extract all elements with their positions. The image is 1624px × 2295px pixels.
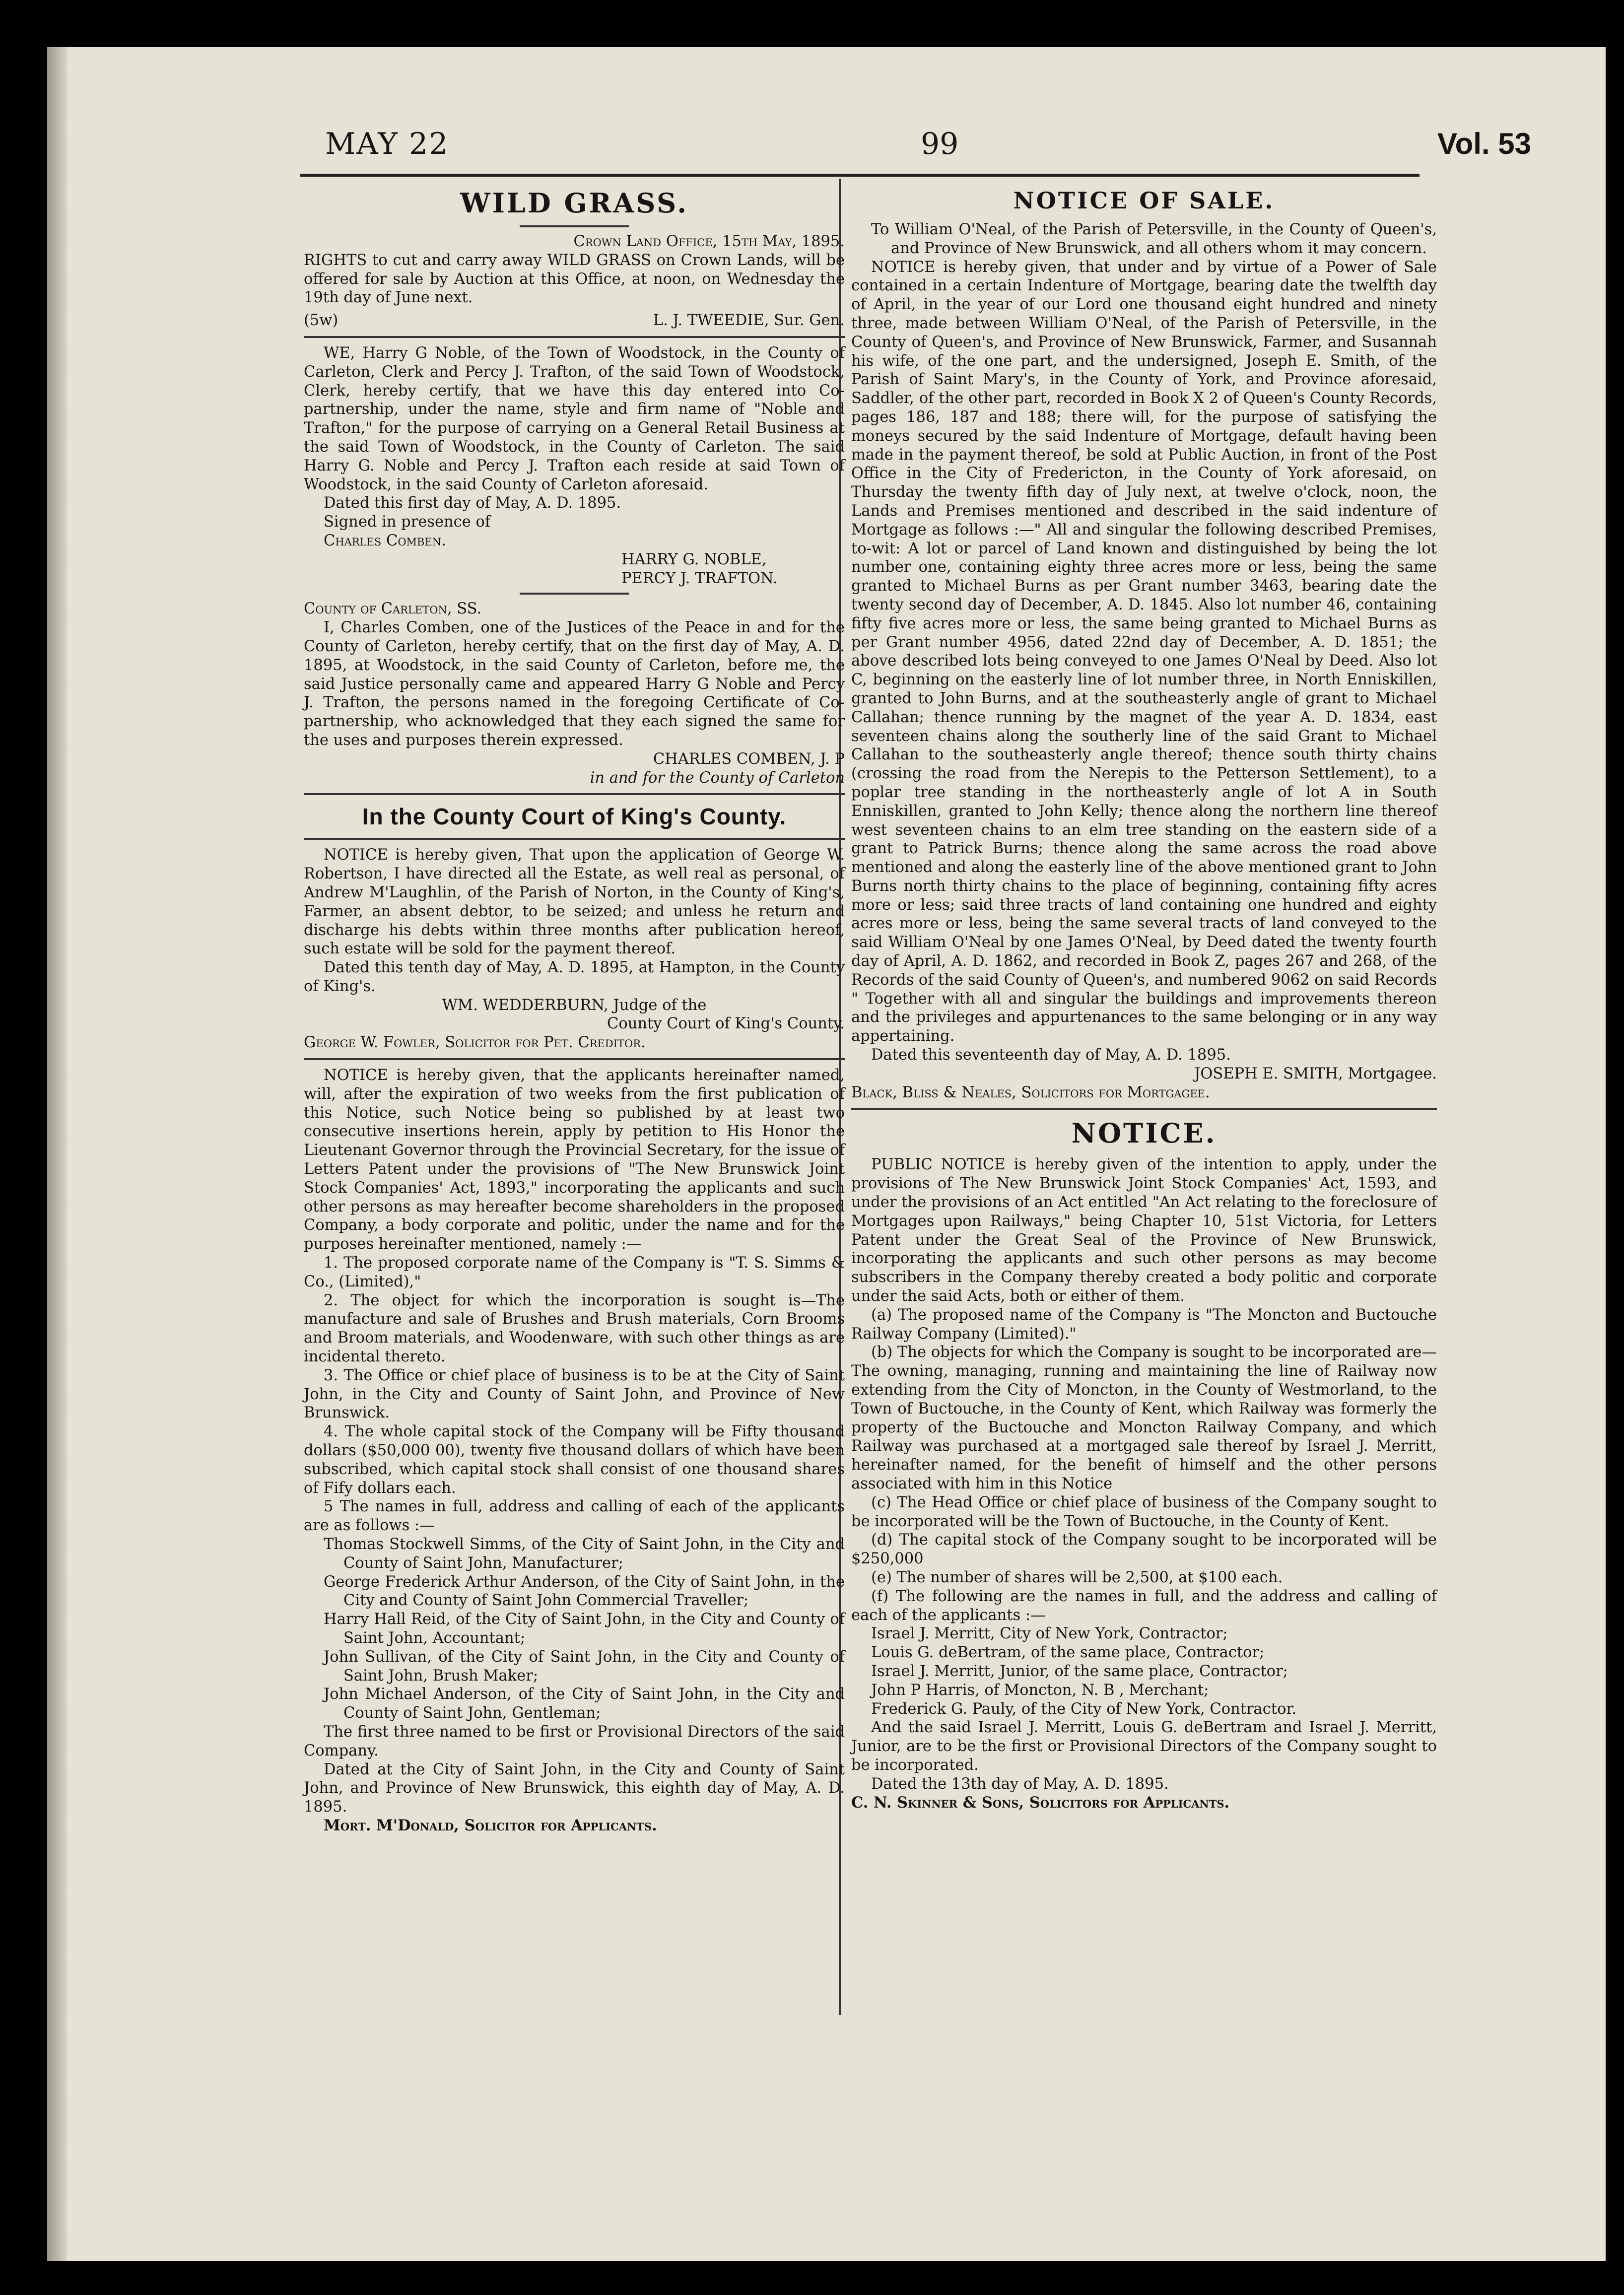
county-heading: County of Carleton, SS. [304,600,482,618]
justice-signature: CHARLES COMBEN, J. P [653,750,845,768]
copartnership-dated: Dated this first day of May, A. D. 1895. [324,494,621,512]
moncton-applicant: Frederick G. Pauly, of the City of New York, Contractor. [871,1700,1297,1718]
sale-dated: Dated this seventeenth day of May, A. D. 1895. [871,1046,1231,1064]
binding-edge [47,47,67,2261]
witness-name: Charles Comben. [324,532,446,549]
volume-number: Vol. 53 [1437,127,1531,160]
wild-grass-notice [304,186,845,330]
simms-item: 5 The names in full, address and calling of each of the applicants are as follows :— [304,1498,845,1535]
justice-certificate: I, Charles Comben, one of the Justices of the Peace in and for the County of Carleton, hereby certify, that on the first day of May, A. D. 1895, at Woodstock, in the said County of Carleton, before me, the said Justice personally came and appeared Harry G Noble and Percy J. Trafton, the persons named in the foregoing Certificate of Co-partnership, who acknowledged that they each signed the same for the uses and purposes therein expressed. [304,619,845,749]
wild-grass-sign-row [304,311,845,330]
moncton-directors: And the said Israel J. Merritt, Louis G. deBertram and Israel J. Merritt, Junior, are to be the first or Provisional Directors of the Company sought to be incorporated. [851,1719,1437,1774]
header-rule [300,174,1420,177]
issue-date: MAY 22 [325,127,449,161]
section-rule [304,336,845,338]
simms-directors: The first three named to be first or Provisional Directors of the said Company. [304,1723,845,1759]
left-column [304,184,845,1835]
short-rule [520,593,629,595]
simms-applicant: John Michael Anderson, of the City of Saint John, in the City and County of Saint John, Gentleman; [324,1686,845,1722]
simms-item: 4. The whole capital stock of the Company will be Fifty thousand dollars ($50,000 00), twenty five thousand dollars of which have been subscribed, which capital stock shall consist of one thousand shares of Fify dollars each. [304,1423,845,1497]
page-header [275,127,1531,176]
simms-item: 3. The Office or chief place of business is to be at the City of Saint John, in the City and County of Saint John, and Province of New Brunswick. [304,1366,845,1422]
wild-grass-dateline: Crown Land Office, 15th May, 1895. [573,233,845,250]
signed-in-presence: Signed in presence of [324,513,491,531]
mortgagee-solicitors: Black, Bliss & Neales, Solicitors for Mortgagee. [851,1083,1210,1101]
wild-grass-body: RIGHTS to cut and carry away WILD GRASS on Crown Lands, will be offered for sale by Auction at this Office, at noon, on Wednesday the 19th day of June next. [304,251,845,307]
simms-applicant: John Sullivan, of the City of Saint John, in the City and County of Saint John, Brush Maker; [324,1648,845,1685]
copartnership-body: WE, Harry G Noble, of the Town of Woodstock, in the County of Carleton, Clerk and Percy J. Trafton, of the said Town of Woodstock, Clerk, hereby certify, that we have this day entered into Co-partnership, under the name, style and firm name of "Noble and Trafton," for the purpose of carrying on a General Retail Business at the said Town of Woodstock, in the County of Carleton. The said Harry G. Noble and Percy J. Trafton each reside at said Town of Woodstock, in the said County of Carleton aforesaid. [304,344,845,493]
section-rule [304,1058,845,1060]
wild-grass-signature: L. J. TWEEDIE, Sur. Gen. [653,312,845,330]
simms-dated: Dated at the City of Saint John, in the City and County of Saint John, and Province of New Brunswick, this eighth day of May, A. D. 1895. [304,1760,845,1816]
judge-signature: WM. WEDDERBURN, Judge of the [442,996,707,1014]
page-number: 99 [921,127,959,161]
county-court-notice [304,801,845,1052]
section-rule [304,793,845,795]
sale-title: NOTICE OF SALE. [1013,187,1275,214]
justice-title: in and for the County of Carleton [590,769,845,787]
simms-solicitor: Mort. M'Donald, Solicitor for Applicants. [324,1816,657,1834]
simms-applicant: Harry Hall Reid, of the City of Saint John, in the City and County of Saint John, Accountant; [324,1611,845,1647]
moncton-railway-notice [851,1116,1437,1812]
moncton-item: (a) The proposed name of the Company is "The Moncton and Buctouche Railway Company (Limited)." [851,1306,1437,1343]
moncton-title: NOTICE. [1071,1117,1217,1149]
moncton-applicant: Louis G. deBertram, of the same place, Contractor; [871,1644,1265,1662]
county-court-title: In the County Court of King's County. [362,804,787,830]
insertion-code: (5w) [304,312,338,330]
moncton-item: (b) The objects for which the Company is sought to be incorporated are—The owning, managing, running and maintaining the line of Railway now extending from the City of Moncton, in the County of Westmorland, to the Town of Buctouche, in the County of Kent, which Railway was formerly the property of the Buctouche and Moncton Railway Company, and which Railway was purchased at a mortgaged sale thereof by Israel J. Merritt, hereinafter named, for the benefit of himself and the other persons associated with him in this Notice [851,1344,1437,1492]
moncton-solicitors: C. N. Skinner & Sons, Solicitors for Applicants. [851,1793,1230,1812]
copartnership-notice [304,344,845,787]
sale-address: To William O'Neal, of the Parish of Petersville, in the County of Queen's, and Province of New Brunswick, and all others whom it may concern. [871,221,1437,257]
county-court-dated: Dated this tenth day of May, A. D. 1895, at Hampton, in the County of King's. [304,959,845,995]
title-rule [520,225,629,227]
simms-item: 1. The proposed corporate name of the Company is "T. S. Simms & Co., (Limited)," [304,1254,845,1290]
wild-grass-title: WILD GRASS. [460,187,689,219]
moncton-dated: Dated the 13th day of May, A. D. 1895. [871,1775,1169,1793]
title-rule [304,838,845,840]
sale-body: NOTICE is hereby given, that under and by virtue of a Power of Sale contained in a certain Indenture of Mortgage, bearing date the twelfth day of April, in the year of our Lord one thousand eight hundred and ninety three, made between William O'Neal, of the Parish of Petersville, in the County of Queen's, and Province of New Brunswick, Farmer, and Susannah his wife, of the one part, and the undersigned, Joseph E. Smith, of the Parish of Saint Mary's, in the County of York, and Province aforesaid, Saddler, of the other part, recorded in Book X 2 of Queen's County Records, pages 186, 187 and 188; there will, for the purpose of satisfying the moneys secured by the said Indenture of Mortgage, default having been made in the payment thereof, be sold at Public Auction, in front of the Post Office in the City of Fredericton, in the County of York aforesaid, on Thursday the twenty fifth day of July next, at twelve o'clock, noon, the Lands and Premises mentioned and described in the said indenture of Mortgage as follows :—" All and singular the following described Premises, to-wit: A lot or parcel of Land known and distinguished by being the lot number one, containing eighty three acres more or less, being the same granted to Michael Burns as per Grant number 3463, bearing date the twenty second day of December, A. D. 1845. Also lot number 46, containing fifty five acres more or less, the same being granted to Michael Burns as per Grant number 4956, dated 22nd day of December, A. D. 1851; the above described lots being conveyed to one James O'Neal by Deed. Also lot C, beginning on the easterly line of lot number three, in North Enniskillen, granted to John Burns, and at the southeasterly angle of grant to Michael Callahan; thence running by the magnet of the year A. D. 1834, east seventeen chains along the southerly line of the said Grant to Michael Callahan to the southeasterly angle thereof; thence south thirty chains (crossing the road from the Nerepis to the Petterson Settlement), to a poplar tree standing in the northeasterly angle of lot A in South Enniskillen, granted to John Kelly; thence along the northern line thereof west seventeen chains to an elm tree standing on the eastern side of a grant to Patrick Burns; thence along the same across the road above mentioned and along the easterly line of the above mentioned grant to John Burns north thirty chains to the place of beginning, containing fifty acres more or less; said three tracts of land containing one hundred and eighty acres more or less, being the same several tracts of land conveyed to the said William O'Neal by one James O'Neal, by Deed dated the twenty fourth day of April, A. D. 1862, and recorded in Book Z, pages 267 and 268, of the Records of the said County of Queen's, and numbered 9062 on said Records " Together with all and singular the buildings and improvements thereon and the privileges and appurtenances to the same belonging or in any way appertaining. [851,258,1437,1045]
moncton-applicant: Israel J. Merritt, Junior, of the same place, Contractor; [871,1662,1288,1680]
simms-applicant: George Frederick Arthur Anderson, of the City of Saint John, in the City and County of Saint John Commercial Traveller; [324,1573,845,1610]
simms-applicant: Thomas Stockwell Simms, of the City of Saint John, in the City and County of Saint John, Manufacturer; [324,1536,845,1572]
county-court-body: NOTICE is hereby given, That upon the application of George W. Robertson, I have directed all the Estate, as well real as personal, of Andrew M'Laughlin, of the Parish of Norton, in the County of King's, Farmer, an absent debtor, to be seized; and unless he return and discharge his debts within three months after publication hereof, such estate will be sold for the payment thereof. [304,846,845,958]
creditor-solicitor: George W. Fowler, Solicitor for Pet. Creditor. [304,1034,646,1052]
moncton-item: (c) The Head Office or chief place of business of the Company sought to be incorporated will be the Town of Buctouche, in the County of Kent. [851,1493,1437,1530]
right-column [851,184,1437,1812]
signer-noble: HARRY G. NOBLE, [621,550,767,568]
sale-notice [851,186,1437,1102]
moncton-item: (e) The number of shares will be 2,500, at $100 each. [871,1568,1283,1586]
moncton-applicant: John P Harris, of Moncton, N. B , Merchant; [871,1681,1209,1699]
mortgagee-signature: JOSEPH E. SMITH, Mortgagee. [1194,1065,1437,1082]
moncton-item: (d) The capital stock of the Company sought to be incorporated will be $250,000 [851,1531,1437,1568]
simms-intro: NOTICE is hereby given, that the applicants hereinafter named, will, after the expiration of two weeks from the first publication of this Notice, such Notice being so published by at least two consecutive insertions herein, apply by petition to His Honor the Lieutenant Governor through the Provincial Secretary, for the issue of Letters Patent under the provisions of "The New Brunswick Joint Stock Companies' Act, 1893," incorporating the applicants and such other persons as may hereafter become shareholders in the proposed Company, a body corporate and politic, under the name and for the purposes hereinafter mentioned, namely :— [304,1067,845,1253]
moncton-intro: PUBLIC NOTICE is hereby given of the intention to apply, under the provisions of The New Brunswick Joint Stock Companies' Act, 1593, and under the provisions of an Act entitled "An Act relating to the foreclosure of Mortgages upon Railways," being Chapter 10, 51st Victoria, for Letters Patent under the Great Seal of the Province of New Brunswick, incorporating the applicants and such other persons as may become subscribers in the Company thereby created a body politic and corporate under the said Acts, both or either of them. [851,1156,1437,1305]
section-rule [851,1108,1437,1110]
judge-title: County Court of King's County. [607,1015,845,1033]
moncton-item: (f) The following are the names in full, and the address and calling of each of the applicants :— [851,1587,1437,1624]
simms-item: 2. The object for which the incorporation is sought is—The manufacture and sale of Brushes and Brush materials, Corn Brooms and Broom materials, and Woodenware, with such other things as are incidental thereto. [304,1291,845,1366]
moncton-applicant: Israel J. Merritt, City of New York, Contractor; [871,1625,1228,1643]
signer-trafton: PERCY J. TRAFTON. [621,569,778,587]
simms-incorporation-notice [304,1066,845,1835]
